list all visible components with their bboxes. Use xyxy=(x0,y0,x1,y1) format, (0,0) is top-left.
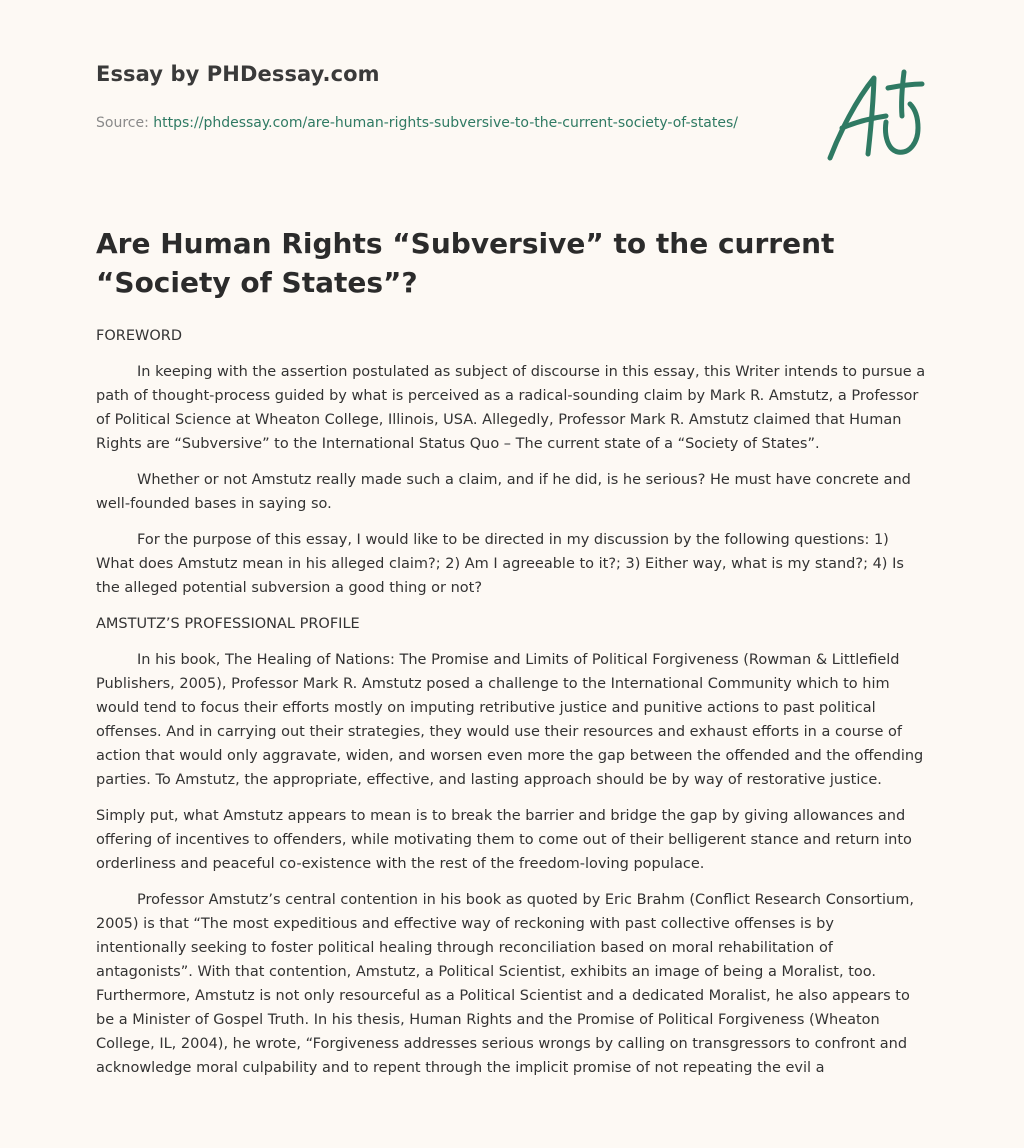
a-plus-logo-icon xyxy=(818,66,930,166)
essay-title: Are Human Rights “Subversive” to the current “Society of States”? xyxy=(96,227,835,299)
essay-body xyxy=(96,324,928,1092)
section-heading-profile: AMSTUTZ’S PROFESSIONAL PROFILE xyxy=(96,616,360,632)
source-line xyxy=(96,111,756,135)
site-brand: Essay by PHDessay.com xyxy=(96,62,380,86)
section-heading-foreword: FOREWORD xyxy=(96,328,182,344)
source-label: Source: xyxy=(96,115,154,131)
paragraph: Simply put, what Amstutz appears to mean is to break the barrier and bridge the gap by giving allowances and offering of incentives to offenders, while motivating them to come out of their belligerent stance and return into orderliness and peaceful co-existence with the rest of the freedom-loving populace. xyxy=(96,808,912,872)
paragraph: Whether or not Amstutz really made such a claim, and if he did, is he serious? He must have concrete and well-founded bases in saying so. xyxy=(96,472,911,512)
paragraph: For the purpose of this essay, I would like to be directed in my discussion by the following questions: 1) What does Amstutz mean in his alleged claim?; 2) Am I agreeable to it?; 3) Either way, what is my stand?; 4) Is the alleged potential subversion a good thing or not? xyxy=(96,532,904,596)
paragraph: In keeping with the assertion postulated as subject of discourse in this essay, this Writer intends to pursue a path of thought-process guided by what is perceived as a radical-sounding claim by Mark R. Amstutz, a Professor of Political Science at Wheaton College, Illinois, USA. Allegedly, Professor Mark R. Amstutz claimed that Human Rights are “Subversive” to the International Status Quo – The current state of a “Society of States”. xyxy=(96,364,926,452)
paragraph: Professor Amstutz’s central contention in his book as quoted by Eric Brahm (Conflict Research Consortium, 2005) is that “The most expeditious and effective way of reckoning with past collective offenses is by intentionally seeking to foster political healing through reconciliation based on moral rehabilitation of antagonists”. With that contention, Amstutz, a Political Scientist, exhibits an image of being a Moralist, too. Furthermore, Amstutz is not only resourceful as a Political Scientist and a dedicated Moralist, he also appears to be a Minister of Gospel Truth. In his thesis, Human Rights and the Promise of Political Forgiveness (Wheaton College, IL, 2004), he wrote, “Forgiveness addresses serious wrongs by calling on transgressors to confront and acknowledge moral culpability and to repent through the implicit promise of not repeating the evil a xyxy=(96,892,914,1076)
paragraph: In his book, The Healing of Nations: The Promise and Limits of Political Forgiveness (Rowman & Littlefield Publishers, 2005), Professor Mark R. Amstutz posed a challenge to the International Community which to him would tend to focus their efforts mostly on imputing retributive justice and punitive actions to past political offenses. And in carrying out their strategies, they would use their resources and exhaust efforts in a course of action that would only aggravate, widen, and worsen even more the gap between the offended and the offending parties. To Amstutz, the appropriate, effective, and lasting approach should be by way of restorative justice. xyxy=(96,652,924,788)
source-link[interactable]: https://phdessay.com/are-human-rights-subversive-to-the-current-society-of-states/ xyxy=(153,115,738,131)
